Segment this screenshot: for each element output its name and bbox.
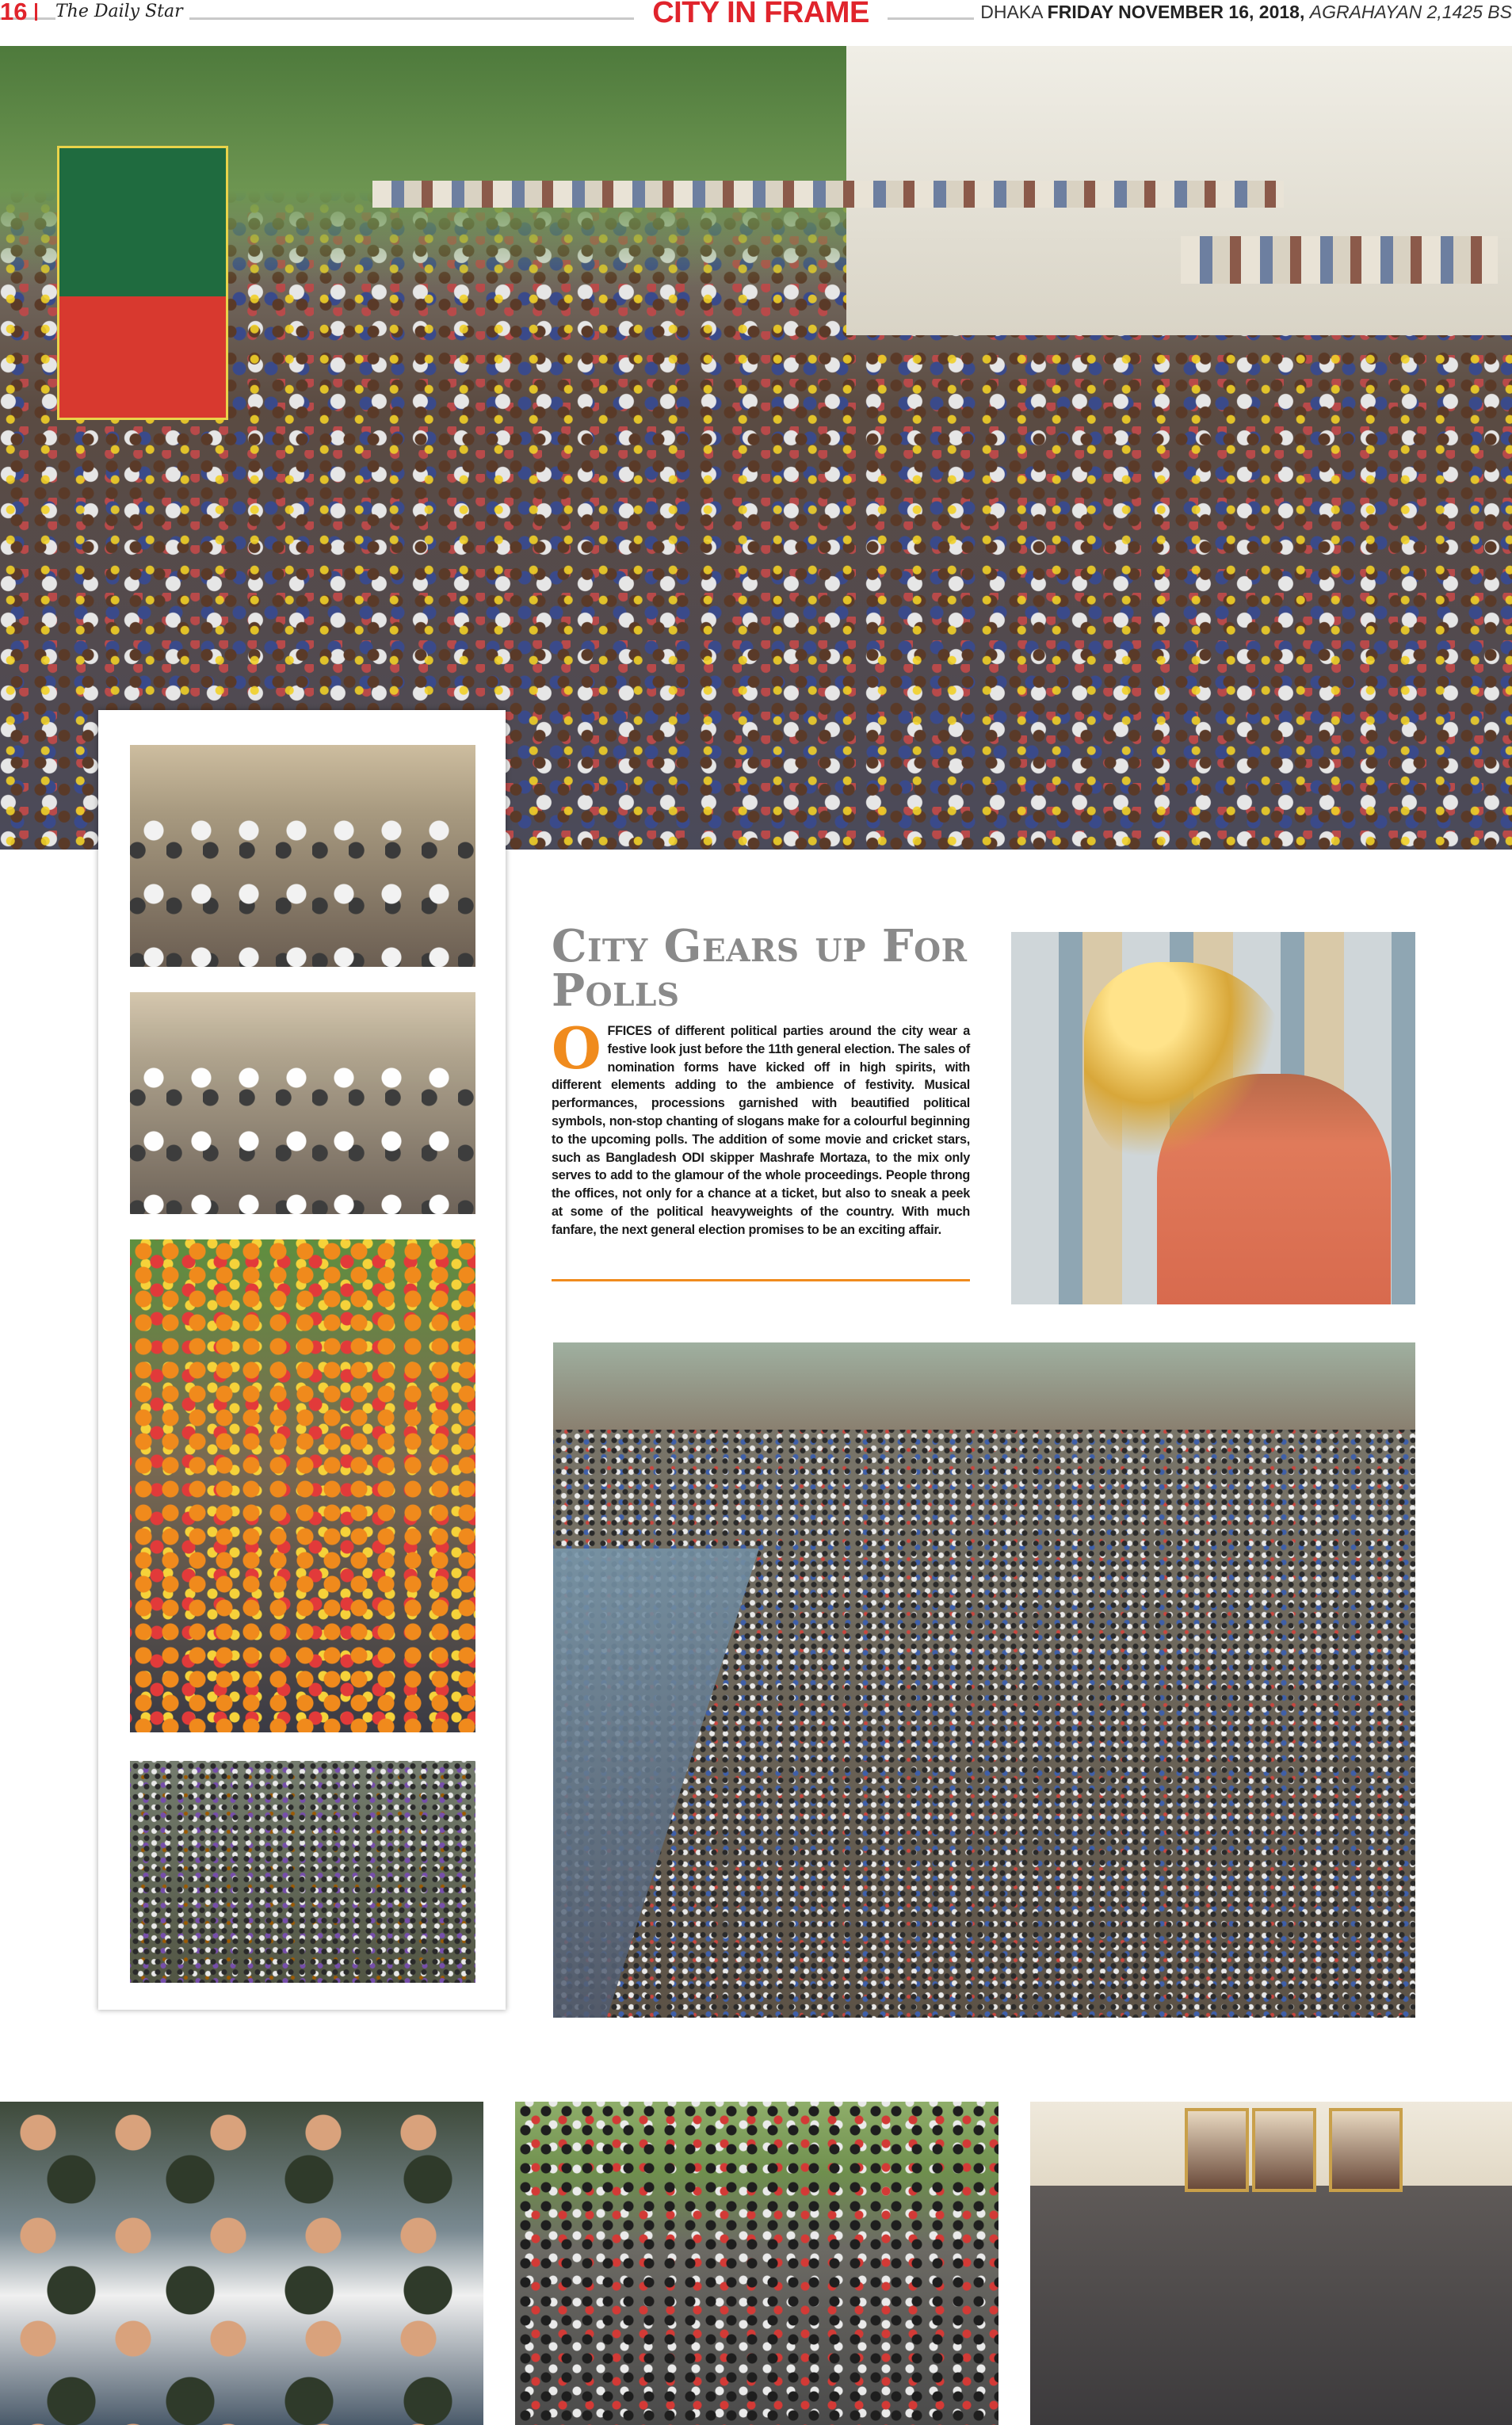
nomination-office-photo [130,745,475,967]
hero-poster-bunting [372,181,1284,208]
aerial-building-facade [553,1549,759,2018]
story-headline: City Gears up For Polls [552,920,968,1017]
dateline-date: FRIDAY NOVEMBER 16, 2018, [1047,2,1305,22]
hero-poster-wall [1181,236,1498,284]
section-title: CITY IN FRAME [634,0,888,29]
aerial-crowd-photo [553,1342,1415,2018]
motorcycle-rally-photo [515,2102,998,2425]
story-body [552,1014,970,1239]
procession-flowers-photo [130,1239,475,1732]
page-number: 16 [0,0,28,25]
form-handover-photo [1030,2102,1512,2425]
story-underline [552,1279,970,1281]
trumpet-icon [1084,962,1294,1178]
dateline-city: DHAKA [980,2,1043,22]
masthead-logo: The Daily Star [55,2,189,22]
portrait-frame-3 [1329,2108,1403,2192]
aerial-buildings [553,1342,1415,1430]
trumpet-player-photo [1011,932,1415,1304]
photo-column-frame [98,710,506,2010]
dateline [974,2,1512,22]
portrait-frame-1 [1185,2108,1249,2192]
dateline-bengali-date: AGRAHAYAN 2,1425 BS [1309,2,1512,22]
police-crowd-photo [130,1761,475,1983]
cricketer-security-photo [0,2102,483,2425]
header-divider [35,3,37,21]
hero-campaign-banner [57,146,228,420]
portrait-frame-2 [1252,2108,1316,2192]
drop-cap: O [552,1014,601,1082]
candidate-reading-photo [130,992,475,1214]
story-text: FFICES of different political parties around the city wear a festive look just before the 11th general election. The sales of nomination forms have kicked off in high spirits, with different elements adding to the ambience of festivity. Musical performances, processions garnished with beautified political symbols, non-stop chanting of slogans make for a colourful beginning to the upcoming polls. The addition of some movie and cricket stars, such as Bangladesh ODI skipper Mashrafe Mortaza, to the mix only serves to add to the glamour of the whole proceedings. People throng the offices, not only for a chance at a ticket, but also to sneak a peek at some of the political heavyweights of the country. With much fanfare, the next general election promises to be an exciting affair. [552,1024,970,1237]
page-header [0,0,1512,38]
